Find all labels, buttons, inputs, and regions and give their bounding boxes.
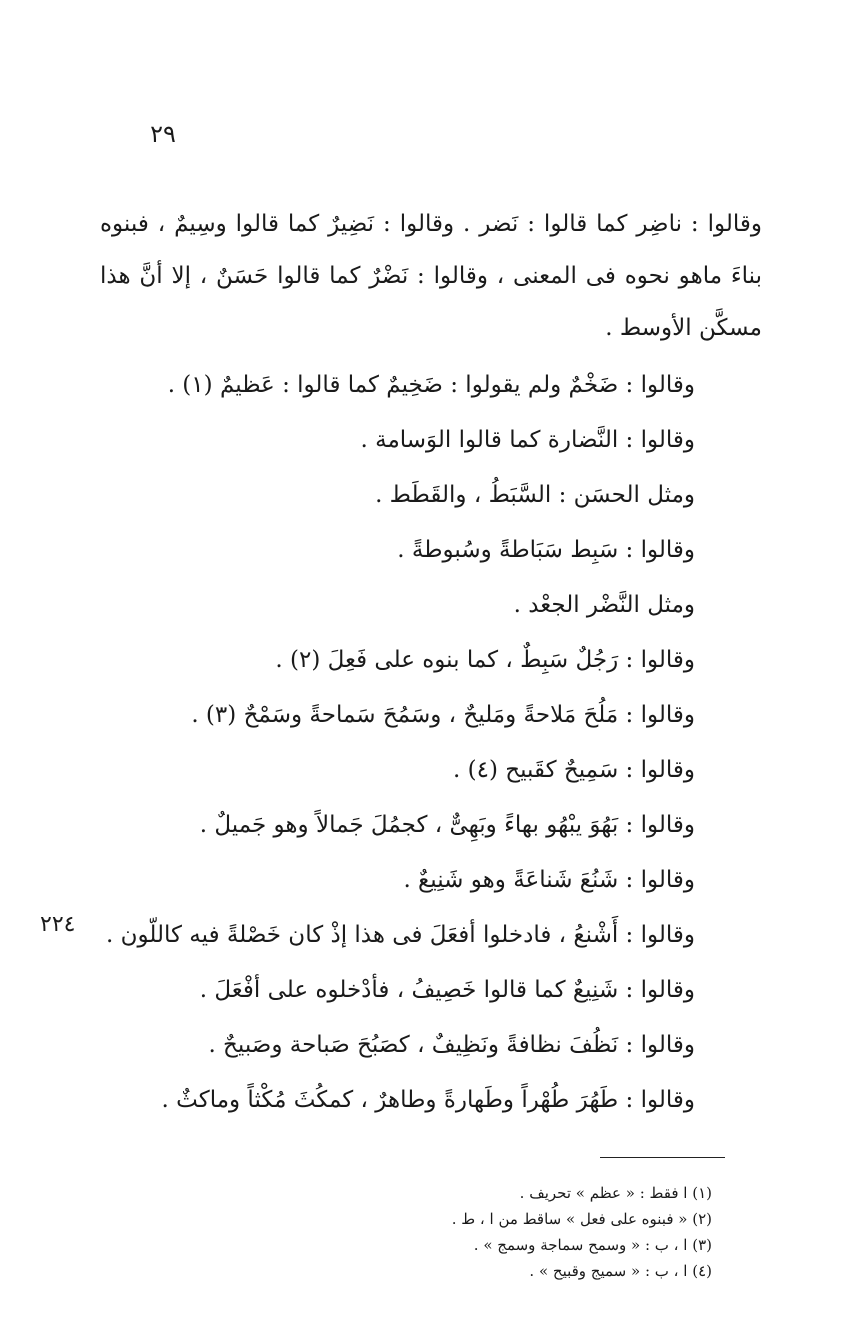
text-line: وقالوا : سَبِط سَبَاطةً وسُبوطةً . <box>397 537 695 563</box>
text-lines <box>90 358 695 1128</box>
text-line: ومثل النَّضْر الجعْد . <box>513 592 695 618</box>
text-line: وقالوا : شَنِيعٌ كما قالوا خَصِيفُ ، فأدْخلوه على أفْعَلَ . <box>199 977 695 1003</box>
text-line: وقالوا : أَشْنعُ ، فادخلوا أفعَلَ فى هذا إذْ كان خَصْلةً فيه كاللّون . <box>106 922 695 948</box>
footnote: (٤) ا ، ب : « سميج وقبيح » . <box>529 1262 712 1280</box>
text-line: وقالوا : شَنُعَ شَناعَةً وهو شَنِيعٌ . <box>403 867 695 893</box>
intro-paragraph: وقالوا : ناضِر كما قالوا : نَضر . وقالوا : نَضِيرٌ كما قالوا وسِيمٌ ، فبنوه بناءَ ماهو نحوه فى المعنى ، وقالوا : نَضْرٌ كما قالوا حَسَنٌ ، إلا أنَّ هذا مسكَّن الأوسط . <box>100 211 762 341</box>
footnote: (٣) ا ، ب : « وسمح سماجة وسمج » . <box>473 1236 712 1254</box>
footnotes <box>360 1180 712 1284</box>
text-line: وقالوا : مَلُحَ مَلاحةً ومَليحٌ ، وسَمُحَ سَماحةً وسَمْحٌ (٣) . <box>191 702 695 728</box>
page-number: ٢٩ <box>150 120 176 148</box>
footnote-divider <box>600 1157 725 1158</box>
footnote: (٢) « فبنوه على فعل » ساقط من ا ، ط . <box>451 1210 712 1228</box>
text-line: وقالوا : سَمِيحٌ كقَبيح (٤) . <box>453 757 695 783</box>
text-line: وقالوا : النَّضارة كما قالوا الوَسامة . <box>360 427 695 453</box>
text-line: وقالوا : رَجُلٌ سَبِطٌ ، كما بنوه على فَعِلَ (٢) . <box>275 647 695 673</box>
text-line: وقالوا : نَظُفَ نظافةً ونَظِيفٌ ، كصَبُحَ صَباحة وصَبيحٌ . <box>208 1032 695 1058</box>
margin-reference-number: ٢٢٤ <box>40 912 76 937</box>
text-line: وقالوا : ضَخْمٌ ولم يقولوا : ضَخِيمٌ كما قالوا : عَظيمٌ (١) . <box>167 372 695 398</box>
text-line: ومثل الحسَن : السَّبَطُ ، والقَطَط . <box>375 482 695 508</box>
text-line: وقالوا : بَهُوَ يبْهُو بهاءً وبَهِىٌّ ، كجمُلَ جَمالاً وهو جَميلٌ . <box>199 812 695 838</box>
text-line: وقالوا : طَهُرَ طُهْراً وطَهارةً وطاهرٌ ، كمكُثَ مُكْثاً وماكثٌ . <box>161 1087 695 1113</box>
footnote: (١) ا فقط : « عظم » تحريف . <box>519 1184 712 1202</box>
